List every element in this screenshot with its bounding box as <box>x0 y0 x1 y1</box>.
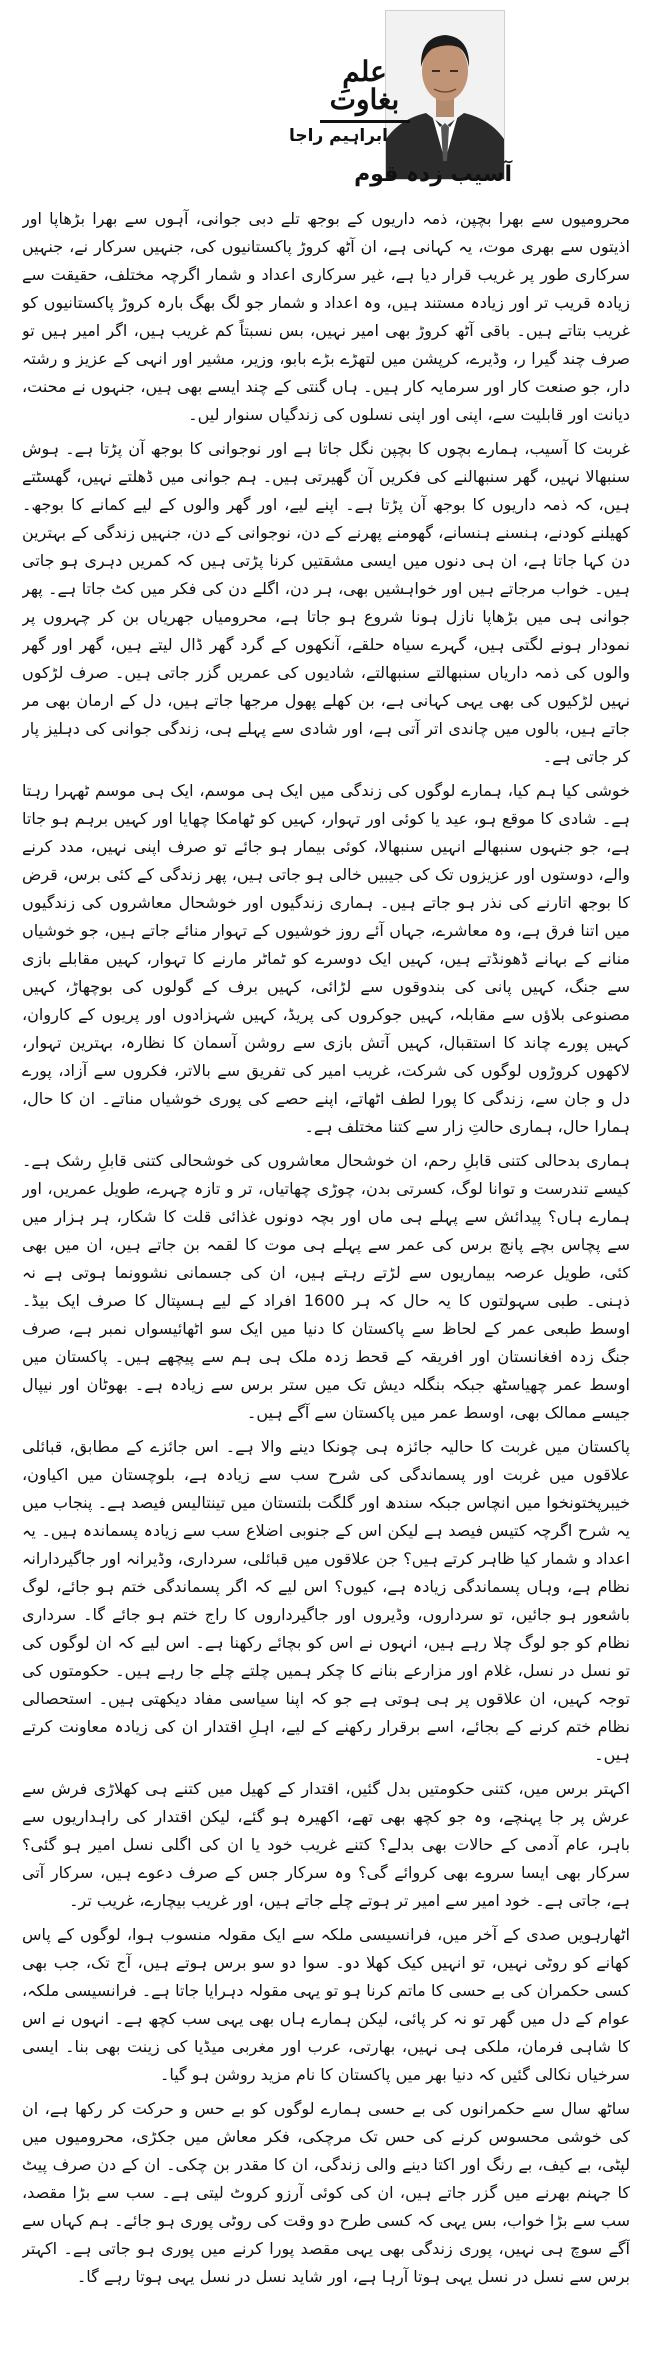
article-body <box>22 205 630 2360</box>
article-paragraph: پاکستان میں غربت کا حالیہ جائزہ ہی چونکا دینے والا ہے۔ اس جائزے کے مطابق، قبائلی علاقوں میں غربت اور پسماندگی کی شرح سب سے زیادہ ہے، بلوچستان میں اکیاون، خیبرپختونخوا میں انچاس جبکہ سندھ اور گلگت بلتستان میں تینتالیس فیصد ہے۔ پنجاب میں یہ شرح اگرچہ کتیس فیصد ہے لیکن اس کے جنوبی اضلاع سب سے زیادہ پسماندہ ہیں۔ یہ اعداد و شمار کیا ظاہر کرتے ہیں؟ جن علاقوں میں قبائلی، سرداری، وڈیرانہ اور جاگیردارانہ نظام ہے، وہاں پسماندگی زیادہ ہے، کیوں؟ اس لیے کہ اگر پسماندگی ختم ہو جائے، لوگ باشعور ہو جائیں، تو سرداروں، وڈیروں اور جاگیرداروں کا راج ختم ہو جائے گا۔ سرداری نظام کو جو لوگ چلا رہے ہیں، انہوں نے اس کو بچائے رکھنا ہے۔ اس لیے کہ ان لوگوں کی تو نسل در نسل، غلام اور مزارعے بنانے کا چکر ہمیں چلتے چلے جا رہے ہیں۔ حکومتوں کی توجہ کہیں، ان علاقوں پر ہی ہوتی ہے جو کہ اپنا سیاسی مفاد دیکھتی ہیں۔ استحصالی نظام ختم کرنے کے بجائے، اسے برقرار رکھنے کے لیے، اہلِ اقتدار ان کی زیادہ معاونت کرتے ہیں۔ <box>22 1437 630 1764</box>
column-logo <box>317 55 412 123</box>
column-logo-text: علمِ بغاوت <box>329 55 400 116</box>
author-byline: ابراہیم راجا <box>288 126 388 146</box>
logo-underline <box>320 120 410 123</box>
article-paragraph: اٹھارہویں صدی کے آخر میں، فرانسیسی ملکہ سے ایک مقولہ منسوب ہوا، لوگوں کے پاس کھانے کو روٹی نہیں، تو انہیں کیک کھلا دو۔ سوا دو سو برس ہوتے ہیں، آج تک، جب بھی کسی حکمران کی بے حسی کا ماتم کرنا ہو تو یہی مقولہ دہرایا جاتا ہے۔ فرانسیسی ملکہ، عوام کے دل میں گھر تو نہ کر پائی، لیکن ہمارے ہاں بھی یہی سب کچھ ہے۔ انہوں نے اس کا شاہی فرمان، ملکی ہی نہیں، بھارتی، عرب اور مغربی میڈیا کی زینت بھی بنا۔ ایسی سرخیاں نکالی گئیں کہ دنیا بھر میں پاکستان کا نام مزید روشن ہو گیا۔ <box>22 1925 630 2084</box>
article-paragraph: ساٹھ سال سے حکمرانوں کی بے حسی ہمارے لوگوں کو بے حس و حرکت کر رکھا ہے، ان کی خوشی محسوس کرنے کی حس تک مرچکی، فکر معاش میں جکڑی، محرومیوں میں لپٹی، بے کیف، بے رنگ اور اکتا دینے والی زندگی، ان کا مقدر بن چکی۔ ان کے دن صرف پیٹ کا جہنم بھرنے میں گزر جاتے ہیں، ان کی کوئی آرزو کروٹ لیتی ہے۔ سب سے بڑا مقصد، سب سے بڑا خواب، بس یہی کہ کسی طرح دو وقت کی روٹی پوری ہو جائے۔ ہم کہاں سے آگے سوچ ہی نہیں، پوری زندگی بھی یہی مقصد پورا کرنے میں پوری ہو جاتی ہے۔ اکہتر برس سے نسل در نسل یہی ہوتا آرہا ہے، اور شاید نسل در نسل یہی ہوتا رہے گا۔ <box>22 2099 630 2286</box>
article-paragraph: غربت کا آسیب، ہمارے بچوں کا بچپن نگل جاتا ہے اور نوجوانی کا بوجھ آن پڑتا ہے۔ ہوش سنبھالا نہیں، گھر سنبھالنے کی فکریں آن گھیرتی ہیں۔ ہم جوانی میں ڈھلتے نہیں، گھسٹتے ہیں، کہ ذمہ داریوں کا بوجھ آن پڑتا ہے۔ اپنے لیے، اور گھر والوں کے لیے کمانے کا بوجھ۔ کھیلنے کودنے، ہنسنے ہنسانے، گھومنے پھرنے کے دن، نوجوانی کے دن، جنہیں زندگی کے بہترین دن کہا جاتا ہے، ان ہی دنوں میں ایسی مشقتیں کرنا پڑتی ہیں کہ کمریں دہری ہو جاتی ہیں۔ خواب مرجاتے ہیں اور خواہشیں بھی، ہر دن، اگلے دن کی فکر میں کٹ جاتا ہے۔ پھر جوانی ہی میں بڑھاپا نازل ہونا شروع ہو جاتا ہے، محرومیاں جھریاں بن کر چہروں پر نمودار ہونے لگتی ہیں، گہرے سیاہ حلقے، آنکھوں کے گرد گھر ڈال لیتے ہیں، گھر اور گھر والوں کی ذمہ داریاں سنبھالتے سنبھالتے، شادیوں کی عمریں گزر جاتی ہیں۔ صرف لڑکوں نہیں لڑکیوں کی بھی یہی کہانی ہے، بن کھلے پھول مرجھا جاتے ہیں، دل کے ارمان بھی مر جاتے ہیں، بالوں میں چاندی اتر آتی ہے، اور شادی سے پہلے ہی، زندگی جوانی کی دہلیز پار کر جاتی ہے۔ <box>22 439 630 766</box>
article-paragraph: اکہتر برس میں، کتنی حکومتیں بدل گئیں، اقتدار کے کھیل میں کتنے ہی کھلاڑی فرش سے عرش پر جا پہنچے، وہ جو کچھ بھی تھے، اکھیرہ ہو گئے، لیکن اقتدار کی راہداریوں سے باہر، عام آدمی کے حالات بھی بدلے؟ کتنے غریب خود یا ان کی اگلی نسل امیر ہو گئی؟ سرکار بھی ایسا سروے بھی کروائے گی؟ وہ سرکار جس کے صرف دعوے ہیں، سرکار آتی ہے، جاتی ہے۔ خود امیر سے امیر تر ہوتے چلے جاتے ہیں، اور غریب بیچارے، غریب تر۔ <box>22 1779 630 1910</box>
article-paragraph: ہماری بدحالی کتنی قابلِ رحم، ان خوشحال معاشروں کی خوشحالی کتنی قابلِ رشک ہے۔ کیسے تندرست و توانا لوگ، کسرتی بدن، چوڑی چھاتیاں، تر و تازہ چہرے، طویل عمریں، اور ہمارے ہاں؟ پیدائش سے پہلے ہی ماں اور بچہ دونوں غذائی قلت کا شکار، ہر ہزار میں سے پچاس بچے پانچ برس کی عمر سے پہلے ہی موت کا لقمہ بن جاتے ہیں، ان میں بھی کئی، طویل عرصہ بیماریوں سے لڑتے رہتے ہیں، ان کی جسمانی نشوونما ہوتی ہے نہ ذہنی۔ طبی سہولتوں کا یہ حال کہ ہر 1600 افراد کے لیے ہسپتال کا صرف ایک بیڈ۔ اوسط طبعی عمر کے لحاظ سے پاکستان کا دنیا میں ایک سو اٹھائیسواں نمبر ہے، صرف جنگ زدہ افغانستان اور افریقہ کے قحط زدہ ملک ہی ہم سے پیچھے ہیں۔ پاکستان میں اوسط عمر چھیاسٹھ جبکہ بنگلہ دیش تک میں ستر برس سے زیادہ ہے۔ بھوٹان اور نیپال جیسے ممالک بھی، اوسط عمر میں پاکستان سے آگے ہیں۔ <box>22 1151 630 1422</box>
article-headline: آسیب زدہ قوم <box>354 162 512 187</box>
article-paragraph: محرومیوں سے بھرا بچپن، ذمہ داریوں کے بوجھ تلے دبی جوانی، آہوں سے بھرا بڑھاپا اور اذیتوں سے بھری موت، یہ کہانی ہے، ان آٹھ کروڑ پاکستانیوں کی، جنہیں سرکار نے، جنہیں سرکاری طور پر غریب قرار دیا ہے، غیر سرکاری اعداد و شمار اگرچہ مختلف، حقیقت سے زیادہ قریب تر اور زیادہ مستند ہیں، وہ اعداد و شمار جو لگ بھگ بارہ کروڑ پاکستانیوں کو غریب بتاتے ہیں۔ باقی آٹھ کروڑ بھی امیر نہیں، بس نسبتاً کم غریب ہیں، اگر امیر ہیں تو صرف چند گیرا ر، وڈیرے، کرپشن میں لتھڑے بڑے بابو، وزیر، مشیر اور انہی کے عزیز و رشتہ دار، جو صنعت کار اور سرمایہ کار ہیں۔ ہاں گنتی کے چند ایسے بھی ہیں، جنہوں نے محنت، دیانت اور قابلیت سے، اپنی اور اپنی نسلوں کی زندگیاں سنوار لیں۔ <box>22 209 630 424</box>
article-paragraph: خوشی کیا ہم کیا، ہمارے لوگوں کی زندگی میں ایک ہی موسم، ایک ہی موسم ٹھہرا رہتا ہے۔ شادی کا موقع ہو، عید یا کوئی اور تہوار، کہیں کو ٹھامکا چھایا اور کہیں برہم ہو جاتا ہے، جو جنہوں سنبھالے انہیں سنبھالا، کوئی بیمار ہو جائے تو صرف اپنی نہیں، مدد کرنے والے، دوستوں اور عزیزوں تک کی جیبیں خالی ہو جاتی ہیں، پھر زندگی کے کئی برس، قرض کا بوجھ اتارنے کی نذر ہو جاتے ہیں۔ ہماری زندگیوں اور خوشحال معاشروں کی زندگیوں میں اتنا فرق ہے، وہ معاشرے، جہاں آئے روز خوشیوں کے تہوار منائے جاتے ہیں، جو خوشیاں منانے کے بہانے ڈھونڈتے ہیں، کہیں ایک دوسرے کو ٹماٹر مارنے کا تہوار، کہیں مقابلے بازی سے جنگ، کہیں پانی کی بندوقوں سے لڑائی، کہیں برف کے گولوں کی بوچھاڑ، کہیں مصنوعی بلاؤں سے مقابلہ، کہیں جوکروں کی پریڈ، کہیں شہزادوں اور پریوں کے کاروان، کہیں پورے چاند کا استقبال، کہیں آتش بازی سے روشن آسمان کا نظارہ، بہترین تہوار، لاکھوں کروڑوں لوگوں کی شرکت، غریب امیر کی تفریق سے بالاتر، فکروں سے آزاد، پورے دل و جان سے، زندگی کا پورا لطف اٹھاتے، اپنے حصے کی پوری خوشیاں مناتے۔ ان کا حال، ہمارا حال، ہماری حالتِ زار سے کتنا مختلف ہے۔ <box>22 781 630 1136</box>
column-header <box>0 0 650 185</box>
